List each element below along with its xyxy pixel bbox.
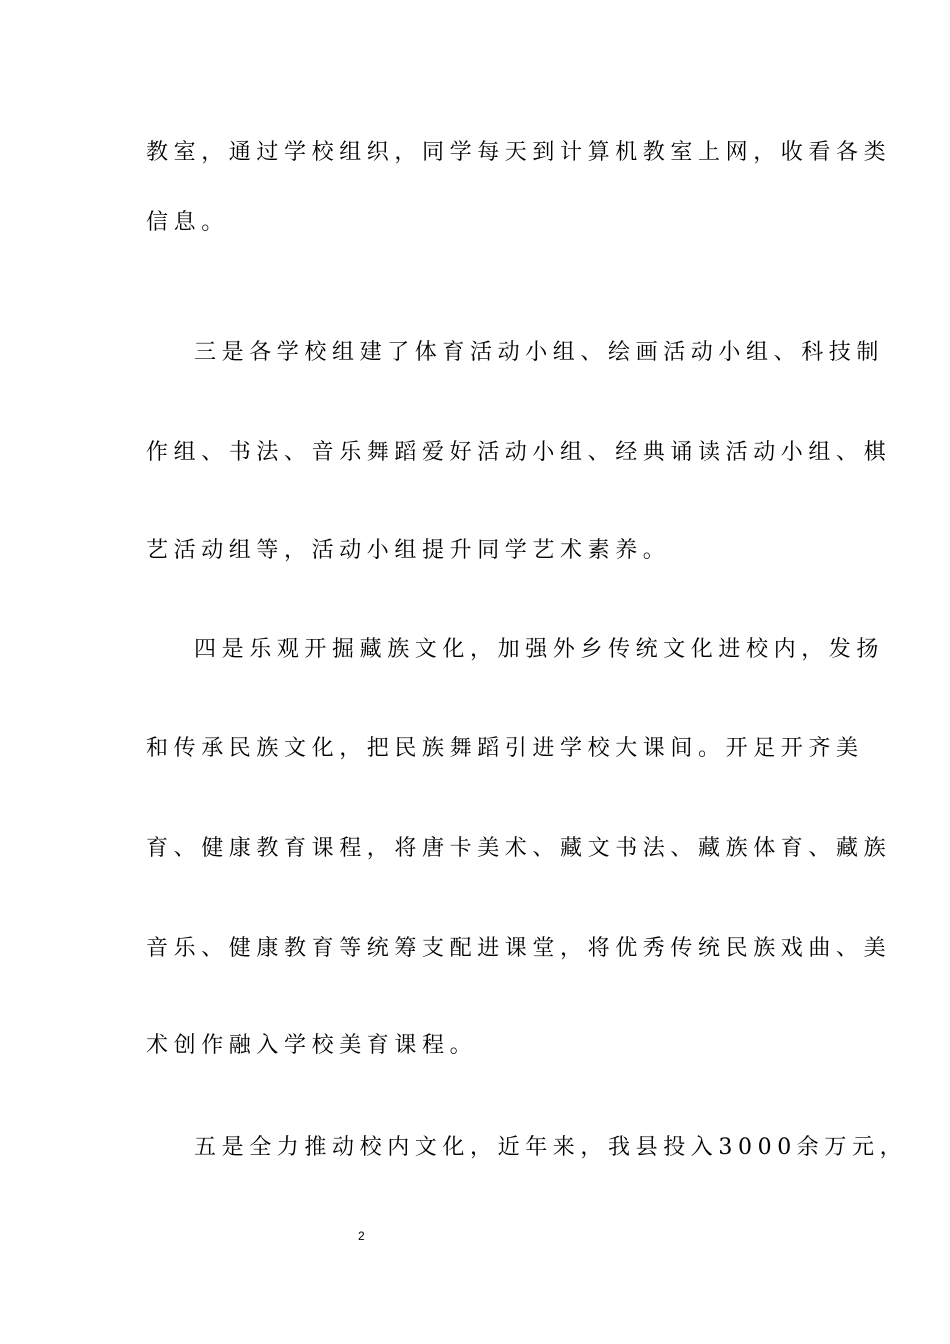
paragraph-start-line: 四是乐观开掘藏族文化，加强外乡传统文化进校内，发扬 [194,637,885,662]
paragraph-start-line: 三是各学校组建了体育活动小组、绘画活动小组、科技制 [194,340,885,365]
text-line: 教室，通过学校组织，同学每天到计算机教室上网，收看各类 [146,140,892,165]
paragraph-start-line: 五是全力推动校内文化，近年来，我县投入3000余万元， [194,1135,908,1160]
text-line: 和传承民族文化，把民族舞蹈引进学校大课间。开足开齐美 [146,736,864,761]
text-line: 艺活动组等，活动小组提升同学艺术素养。 [146,538,671,563]
text-line: 育、健康教育课程，将唐卡美术、藏文书法、藏族体育、藏族 [146,836,892,861]
page-number: 2 [358,1229,365,1243]
text-line: 作组、书法、音乐舞蹈爱好活动小组、经典诵读活动小组、棋 [146,440,892,465]
text-line: 信息。 [146,210,229,235]
text-line: 音乐、健康教育等统筹支配进课堂，将优秀传统民族戏曲、美 [146,936,892,961]
text-line: 术创作融入学校美育课程。 [146,1033,478,1058]
